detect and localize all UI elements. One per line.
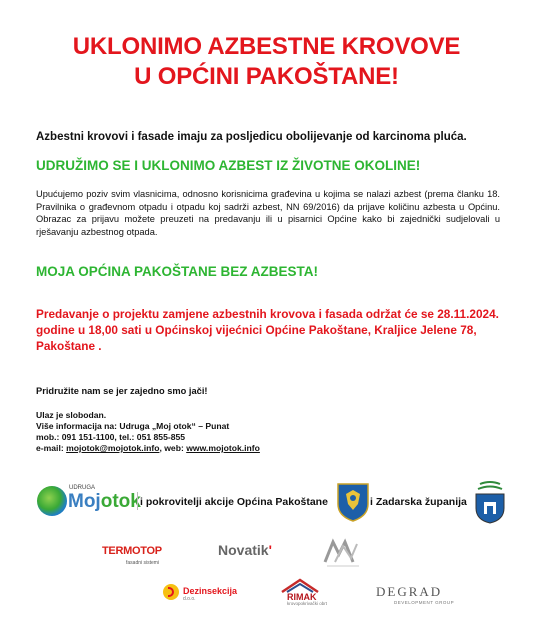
email-label: e-mail: [36,443,67,453]
termotop-logo: TERMOTOP [102,545,162,557]
more-info: Više informacija na: Udruga „Moj otok“ – Punat [36,421,230,431]
globe-icon [37,486,67,516]
rimak-name: RIMAK [287,592,317,602]
mojotok-logo [37,484,141,518]
lecture-announcement: Predavanje o projektu zamjene azbestnih krovova i fasada održat će se 28.11.2024. godine u 18,00 sati u Općinskoj vijećnici Općine Pakoštane, Kraljice Jelene 78, Pakoštane . [36,307,499,353]
degrad-subtitle: DEVELOPMENT GROUP [394,600,455,605]
lead-sentence: Azbestni krovovi i fasade imaju za posljedicu obolijevanje od karcinoma pluća. [36,131,467,143]
rimak-subtitle: krovopokrivački obrt [287,601,328,606]
entry-free: Ulaz je slobodan. [36,410,107,420]
dezinsekcija-logo-icon [163,584,179,600]
body-paragraph: Upućujemo poziv svim vlasnicima, odnosno korisnicima građevina u kojima se nalazi azbest (prema članku 18. Pravilnika o građevnom otpadu i otpadu koj sadrži azbest, NN 69/2016) da prijave količinu azbesta u Općinu. Obrazac za prijavu možete preuzeti na predavanju ili u pisarnici Općine kako bi zajednički sudjelovali u rješavanju azbestnog otpada. [36,189,500,237]
email-web-line [36,443,260,454]
mojotok-small-label: UDRUGA [69,485,96,491]
email-link[interactable]: mojotok@mojotok.info [66,443,160,453]
novatik-mark: ' [268,542,272,558]
mm-company-logo-icon [323,538,363,568]
dezinsekcija-name: Dezinsekcija [183,586,238,596]
zadar-county-coat-of-arms-icon [472,480,508,524]
pakostane-coat-of-arms-icon [336,482,370,522]
phone-numbers: mob.: 091 151-1100, tel.: 051 855-855 [36,432,186,442]
sponsor-text-county: i Zadarska županija [370,496,467,508]
slogan-municipality: MOJA OPĆINA PAKOŠTANE BEZ AZBESTA! [36,264,319,279]
novatik-logo [218,542,272,558]
slogan-unite: UDRUŽIMO SE I UKLONIMO AZBEST IZ ŽIVOTNE OKOLINE! [36,158,421,173]
mojotok-wordmark [68,491,141,513]
title-line-2: U OPĆINI PAKOŠTANE! [134,63,399,90]
mojotok-word-1: Moj [68,491,101,512]
title-line-1: UKLONIMO AZBESTNE KROVOVE [72,33,461,60]
termotop-subtitle: fasadni sistemi [126,560,160,566]
novatik-word: Novatik [218,542,269,558]
web-link[interactable]: www.mojotok.info [186,443,260,453]
sponsor-text-municipality: i pokrovitelji akcije Općina Pakoštane [140,496,328,508]
join-us-text: Pridružite nam se jer zajedno smo jači! [36,386,208,396]
dezinsekcija-subtitle: d.o.o. [183,596,196,602]
degrad-logo: DEGRAD [376,584,443,599]
mojotok-word-2: otok [100,491,141,512]
web-label: , web: [159,443,187,453]
contact-info [36,410,260,454]
